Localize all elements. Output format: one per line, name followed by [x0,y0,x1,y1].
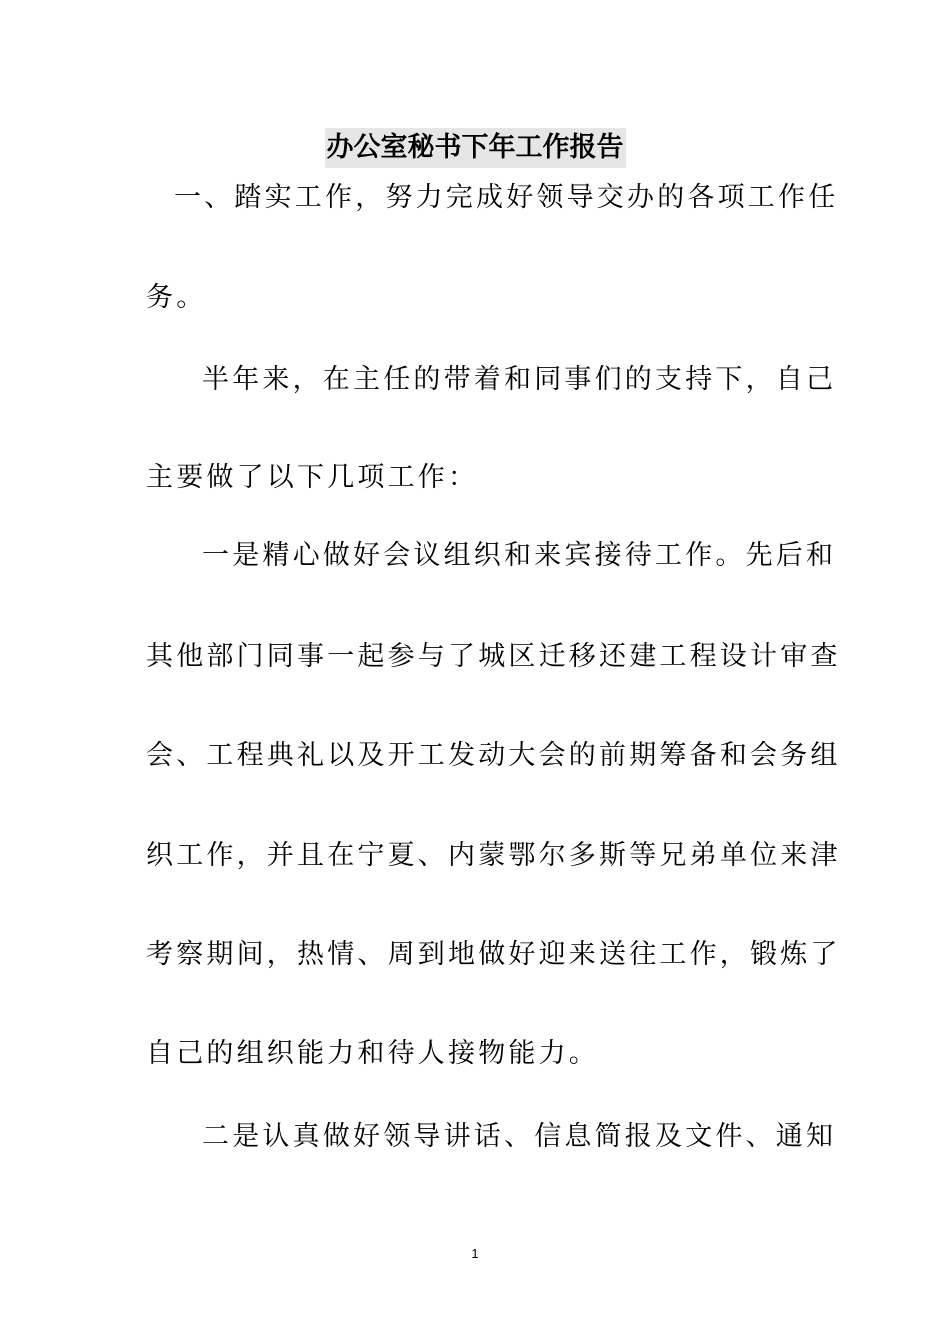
paragraph-start: 半年来，在主任的带着和同事们的支持下，自己 [202,364,837,395]
paragraph-start: 一是精心做好会议组织和来宾接待工作。先后和 [202,540,837,571]
text-line: 务。 [146,282,207,313]
text-line: 自己的组织能力和待人接物能力。 [146,1038,599,1069]
document-title: 办公室秘书下年工作报告 [325,128,626,168]
title-container [0,128,950,168]
page-number: 1 [471,1246,479,1261]
text-line: 其他部门同事一起参与了城区迁移还建工程设计审查 [146,641,841,672]
text-line: 会、工程典礼以及开工发动大会的前期筹备和会务组 [146,740,841,771]
paragraph-start: 二是认真做好领导讲话、信息简报及文件、通知 [202,1121,837,1152]
text-line: 主要做了以下几项工作： [146,462,479,493]
text-line: 考察期间，热情、周到地做好迎来送往工作，锻炼了 [146,939,841,970]
section-heading: 一、踏实工作，努力完成好领导交办的各项工作任 [174,182,839,213]
text-line: 织工作，并且在宁夏、内蒙鄂尔多斯等兄弟单位来津 [146,840,841,871]
